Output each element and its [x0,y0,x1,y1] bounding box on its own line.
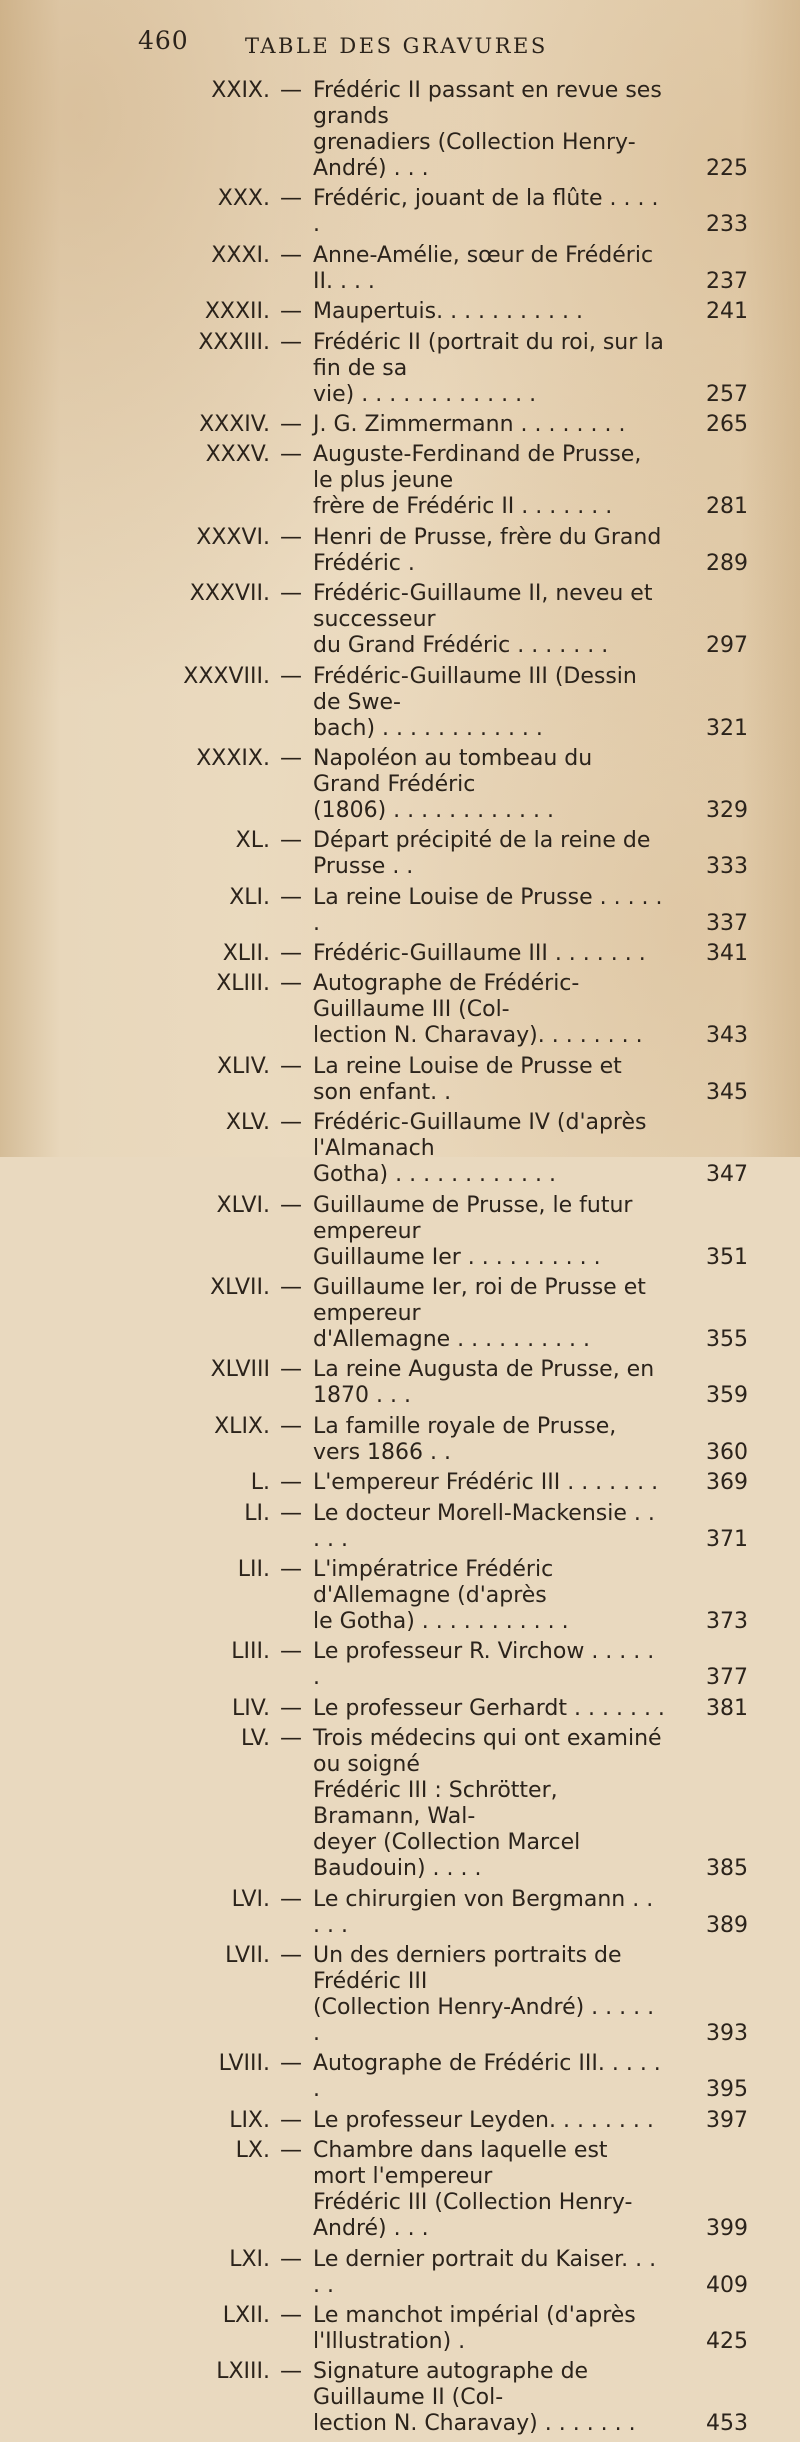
entry-title: Autographe de Frédéric III. . . . . . [313,2051,661,2103]
entry-dash: — [280,1110,302,1136]
entry-numeral: XL. [235,828,270,854]
entry-numeral: LII. [237,1556,270,1582]
entry-numeral: XLIX. [214,1413,270,1439]
entry-numeral: XXXII. [204,299,270,325]
toc-entry [0,885,800,937]
entry-title: Frédéric-Guillaume IV (d'après l'Almanach Gotha) . . . . . . . . . . . . [313,1110,647,1188]
entry-page-number: 425 [706,2328,748,2354]
entry-page-number: 409 [706,2272,748,2298]
entry-title: Autographe de Frédéric-Guillaume III (Col- lection N. Charavay). . . . . . . . [313,971,643,1049]
entry-numeral: L. [250,1470,270,1496]
entry-numeral: LVIII. [218,2051,270,2077]
entry-page-number: 321 [706,715,748,741]
entry-numeral: LIV. [232,1695,270,1721]
entry-page-number: 385 [706,1856,748,1882]
toc-entry [0,1414,800,1466]
entry-dash: — [280,1726,302,1752]
entry-title: La reine Louise de Prusse . . . . . . [313,884,663,936]
entry-page-number: 343 [706,1023,748,1049]
entry-dash: — [280,186,302,212]
entry-numeral: XXX. [217,186,270,212]
entry-title: Chambre dans laquelle est mort l'empereur Frédéric III (Collection Henry-André) . . . [313,2138,633,2242]
entry-dash: — [280,299,302,325]
entry-title: Départ précipité de la reine de Prusse . . [313,828,651,880]
toc-entry [0,1726,800,1882]
entry-title: Guillaume Ier, roi de Prusse et empereur d'Allemagne . . . . . . . . . . [313,1275,646,1353]
entry-numeral: LIX. [229,2107,270,2133]
entry-page-number: 389 [706,1912,748,1938]
toc-entry [0,1696,800,1722]
entry-page-number: 359 [706,1383,748,1409]
entry-numeral: XXXI. [211,242,270,268]
entry-numeral: XXXV. [205,442,270,468]
toc-entry [0,2138,800,2242]
entry-numeral: XLIV. [216,1053,270,1079]
entry-page-number: 351 [706,1244,748,1270]
toc-entry [0,2359,800,2437]
entry-page-number: 399 [706,2216,748,2242]
toc-entry [0,1110,800,1188]
entry-title: Le professeur Gerhardt . . . . . . . [313,1695,665,1721]
entry-numeral: XXXVIII. [183,663,270,689]
toc-entry [0,412,800,438]
entry-title: Frédéric, jouant de la flûte . . . . . [313,186,659,238]
entry-title: J. G. Zimmermann . . . . . . . . [313,411,626,437]
entry-title: Auguste-Ferdinand de Prusse, le plus jeune frère de Frédéric II . . . . . . . [313,442,642,520]
toc-entry [0,1943,800,2047]
entry-page-number: 237 [706,268,748,294]
entry-dash: — [280,581,302,607]
entry-dash: — [280,1470,302,1496]
entry-dash: — [280,1357,302,1383]
entry-numeral: XXIX. [211,78,270,103]
entry-numeral: LIII. [231,1639,270,1665]
entry-page-number: 265 [706,411,748,437]
toc-entry [0,1275,800,1353]
entry-title: Signature autographe de Guillaume II (Col- lection N. Charavay) . . . . . . . [313,2359,636,2437]
entry-page-number: 360 [706,1439,748,1465]
entry-dash: — [280,1695,302,1721]
entry-page-number: 453 [706,2411,748,2437]
entry-page-number: 337 [706,910,748,936]
entry-numeral: LVI. [231,1886,270,1912]
entry-title: Trois médecins qui ont examiné ou soigné Frédéric III : Schrötter, Bramann, Wal- deyer (Collection Marcel Baudouin) . . . . [313,1726,662,1882]
entry-title: La famille royale de Prusse, vers 1866 . . [313,1413,617,1465]
entry-page-number: 333 [706,854,748,880]
entry-dash: — [280,941,302,967]
toc-entry [0,2051,800,2103]
entry-dash: — [280,884,302,910]
entry-page-number: 373 [706,1608,748,1634]
entry-title: Henri de Prusse, frère du Grand Frédéric . [313,524,662,576]
entry-dash: — [280,242,302,268]
entry-dash: — [280,828,302,854]
entry-numeral: LXII. [222,2302,270,2328]
entry-numeral: XLVII. [210,1275,270,1301]
entry-title: Anne-Amélie, sœur de Frédéric II. . . . [313,242,654,294]
entry-dash: — [280,1053,302,1079]
entry-dash: — [280,2107,302,2133]
entry-dash: — [280,663,302,689]
entry-title: La reine Augusta de Prusse, en 1870 . . . [313,1357,655,1409]
entry-title: La reine Louise de Prusse et son enfant. . [313,1053,622,1105]
entry-dash: — [280,1500,302,1526]
entry-title: Napoléon au tombeau du Grand Frédéric (1806) . . . . . . . . . . . . [313,745,593,823]
entry-numeral: XLVI. [216,1192,270,1218]
toc-entry [0,746,800,824]
entry-page-number: 257 [706,381,748,407]
entry-title: Le docteur Morell-Mackensie . . . . . [313,1500,655,1552]
toc-entry [0,442,800,520]
entry-numeral: XLVIII [210,1357,270,1383]
toc-entry [0,581,800,659]
entry-numeral: XLIII. [216,971,270,997]
entry-numeral: XXXVII. [189,581,270,607]
entry-title: Un des derniers portraits de Frédéric III (Collection Henry-André) . . . . . . [313,1942,655,2046]
entry-numeral: XLII. [222,941,270,967]
entry-numeral: LI. [244,1500,270,1526]
entry-title: L'empereur Frédéric III . . . . . . . [313,1470,659,1496]
entry-page-number: 355 [706,1327,748,1353]
entry-page-number: 393 [706,2020,748,2046]
entry-page-number: 345 [706,1079,748,1105]
entry-page-number: 281 [706,494,748,520]
toc-entry [0,971,800,1049]
entry-dash: — [280,1639,302,1665]
entry-dash: — [280,2138,302,2164]
entry-dash: — [280,442,302,468]
entry-title: L'impératrice Frédéric d'Allemagne (d'après le Gotha) . . . . . . . . . . . [313,1556,569,1634]
entry-numeral: XXXVI. [196,524,270,550]
page-header [0,20,800,60]
toc-entry [0,1557,800,1635]
toc-entry [0,186,800,238]
entry-page-number: 233 [706,212,748,238]
toc-entry [0,1054,800,1106]
running-title: TABLE DES GRAVURES [245,34,548,58]
entry-numeral: XXXIX. [196,745,270,771]
entry-title: Guillaume de Prusse, le futur empereur Guillaume Ier . . . . . . . . . . [313,1192,633,1270]
toc-entry [0,1887,800,1939]
entry-dash: — [280,1556,302,1582]
entry-page-number: 241 [706,299,748,325]
toc-entry [0,2247,800,2299]
toc-entry [0,2303,800,2355]
toc-entry [0,1639,800,1691]
entry-page-number: 369 [706,1470,748,1496]
entry-page-number: 289 [706,550,748,576]
entry-numeral: XLV. [225,1110,270,1136]
entry-title: Frédéric-Guillaume III (Dessin de Swe- bach) . . . . . . . . . . . . [313,663,637,741]
entry-title: Le chirurgien von Bergmann . . . . . [313,1886,654,1938]
entry-dash: — [280,411,302,437]
entry-title: Le dernier portrait du Kaiser. . . . . [313,2246,657,2298]
toc-entry [0,299,800,325]
entry-page-number: 225 [706,156,748,181]
entry-page-number: 397 [706,2107,748,2133]
entry-page-number: 297 [706,633,748,659]
entry-page-number: 329 [706,797,748,823]
entry-dash: — [280,78,302,103]
entry-dash: — [280,1886,302,1912]
toc-entry [0,941,800,967]
entry-dash: — [280,1192,302,1218]
toc-entry [0,2108,800,2134]
entry-numeral: LVII. [225,1942,270,1968]
entry-title: Frédéric II passant en revue ses grands grenadiers (Collection Henry-André) . . . [313,78,662,181]
toc-entry [0,1193,800,1271]
entry-title: Frédéric-Guillaume II, neveu et successeur du Grand Frédéric . . . . . . . [313,581,653,659]
entry-page-number: 381 [706,1695,748,1721]
entry-dash: — [280,2359,302,2385]
entry-numeral: XXXIV. [199,411,270,437]
entry-dash: — [280,329,302,355]
entry-page-number: 347 [706,1162,748,1188]
toc-entry [0,243,800,295]
toc-entry [0,664,800,742]
entry-numeral: LXIII. [216,2359,270,2385]
toc-entry [0,1501,800,1553]
entry-numeral: XLI. [229,884,270,910]
entry-title: Frédéric II (portrait du roi, sur la fin de sa vie) . . . . . . . . . . . . . [313,329,664,407]
entry-page-number: 377 [706,1665,748,1691]
table-of-engravings [0,78,800,2442]
entry-title: Le manchot impérial (d'après l'Illustration) . [313,2302,636,2354]
entry-page-number: 395 [706,2077,748,2103]
entry-dash: — [280,745,302,771]
toc-entry [0,1357,800,1409]
entry-dash: — [280,2246,302,2272]
entry-title: Maupertuis. . . . . . . . . . . [313,299,583,325]
entry-title: Le professeur R. Virchow . . . . . . [313,1639,655,1691]
entry-numeral: LX. [235,2138,270,2164]
entry-numeral: XXXIII. [198,329,270,355]
toc-entry [0,1470,800,1496]
entry-page-number: 371 [706,1526,748,1552]
entry-dash: — [280,1275,302,1301]
page-number: 460 [138,26,189,55]
toc-entry [0,78,800,182]
entry-dash: — [280,2302,302,2328]
entry-title: Le professeur Leyden. . . . . . . . [313,2107,654,2133]
entry-dash: — [280,1942,302,1968]
entry-dash: — [280,524,302,550]
entry-page-number: 341 [706,941,748,967]
entry-numeral: LXI. [229,2246,270,2272]
toc-entry [0,828,800,880]
entry-dash: — [280,2051,302,2077]
entry-dash: — [280,971,302,997]
toc-entry [0,525,800,577]
entry-title: Frédéric-Guillaume III . . . . . . . [313,941,646,967]
entry-numeral: LV. [240,1726,270,1752]
toc-entry [0,330,800,408]
entry-dash: — [280,1413,302,1439]
